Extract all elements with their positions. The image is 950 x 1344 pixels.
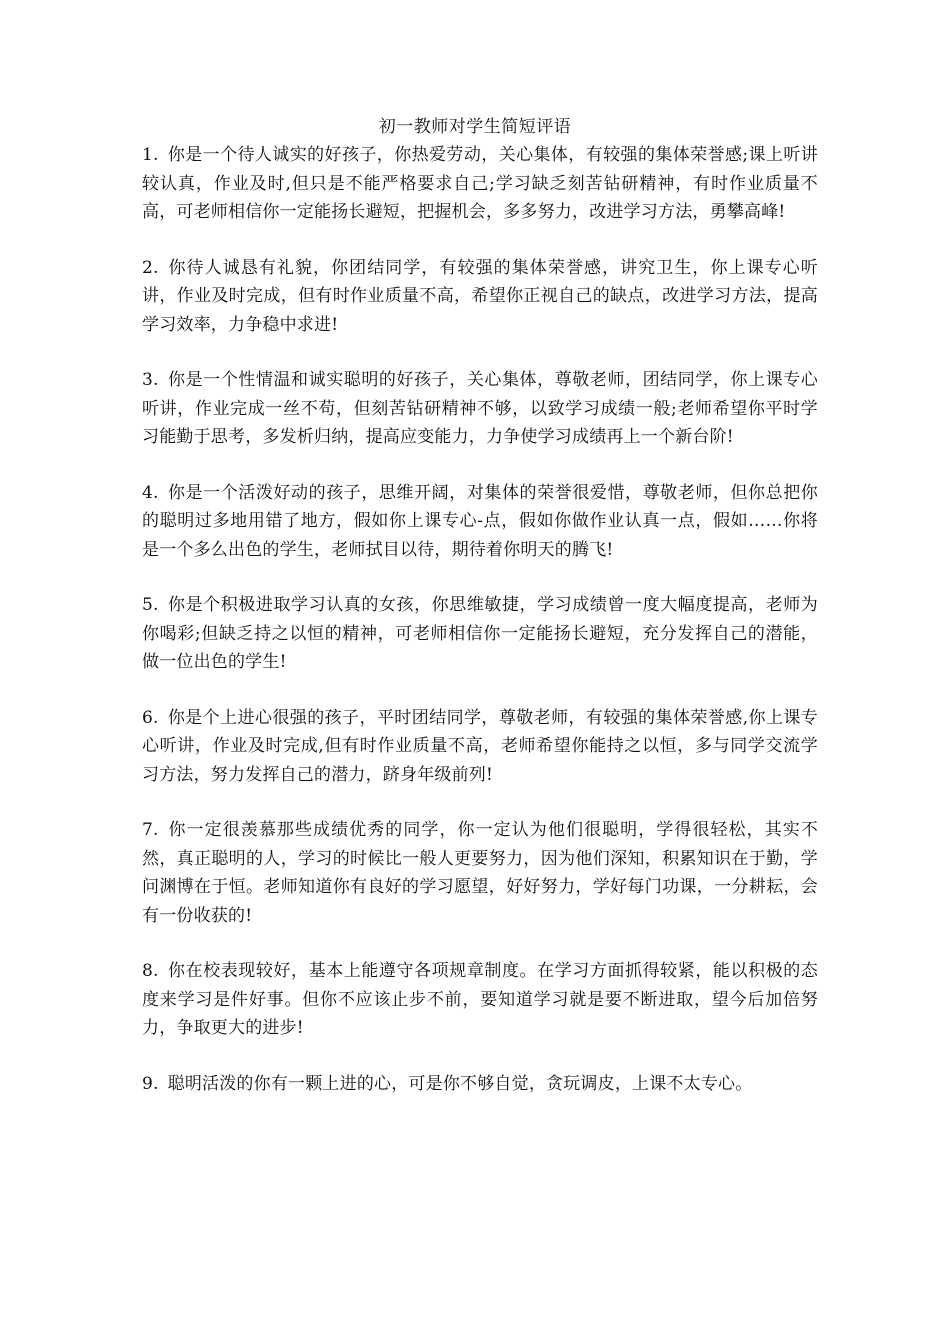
comment-number: 4. [142,482,159,503]
comment-text: 你是一个活泼好动的孩子，思维开阔，对集体的荣誉很爱惜，尊敬老师，但你总把你的聪明过多地用错了地方，假如你上课专心-点，假如你做作业认真一点，假如……你将是一个多么出色的学生，老师拭目以待，期待着你明天的腾飞! [142,482,818,560]
document-body [142,141,818,1125]
comment-text: 你是个积极进取学习认真的女孩，你思维敏捷，学习成绩曾一度大幅度提高，老师为你喝彩;但缺乏持之以恒的精神，可老师相信你一定能扬长避短，充分发挥自己的潜能，做一位出色的学生! [142,595,818,672]
comment-number: 3. [142,370,159,390]
comment-paragraph-5 [142,591,818,677]
comment-text: 聪明活泼的你有一颗上进的心，可是你不够自觉，贪玩调皮，上课不太专心。 [167,1073,753,1094]
comment-text: 你是一个待人诚实的好孩子，你热爱劳动，关心集体，有较强的集体荣誉感;课上听讲较认真，作业及时,但只是不能严格要求自己;学习缺乏刻苦钻研精神，有时作业质量不高，可老师相信你一定能扬长避短，把握机会，多多努力，改进学习方法，勇攀高峰! [142,145,818,222]
comment-number: 2. [142,257,159,278]
comment-paragraph-6 [142,704,818,790]
comment-paragraph-7 [142,816,818,930]
comment-paragraph-1 [142,141,818,227]
comment-text: 你待人诚恳有礼貌，你团结同学，有较强的集体荣誉感，讲究卫生，你上课专心听讲，作业及时完成，但有时作业质量不高，希望你正视自己的缺点，改进学习方法，提高学习效率，力争稳中求进! [142,257,818,335]
comment-text: 你在校表现较好，基本上能遵守各项规章制度。在学习方面抓得较紧，能以积极的态度来学习是件好事。但你不应该止步不前，要知道学习就是要不断进取，望今后加倍努力，争取更大的进步! [142,961,818,1038]
comment-number: 9. [142,1073,159,1094]
comment-number: 8. [142,961,159,981]
comment-paragraph-2 [142,254,818,340]
comment-number: 6. [142,707,159,728]
comment-text: 你是个上进心很强的孩子，平时团结同学，尊敬老师，有较强的集体荣誉感,你上课专心听讲，作业及时完成,但有时作业质量不高，老师希望你能持之以恒，多与同学交流学习方法，努力发挥自己的潜力，跻身年级前列! [142,707,818,785]
comment-text: 你是一个性情温和诚实聪明的好孩子，关心集体，尊敬老师，团结同学，你上课专心听讲，作业完成一丝不苟，但刻苦钻研精神不够，以致学习成绩一般;老师希望你平时学习能勤于思考，多发析归纳，提高应变能力，力争使学习成绩再上一个新台阶! [142,370,818,447]
comment-paragraph-8 [142,957,818,1043]
comment-paragraph-3 [142,366,818,452]
document-title: 初一教师对学生简短评语 [378,117,572,137]
comment-paragraph-9 [142,1070,818,1099]
comment-number: 7. [142,820,159,840]
comment-text: 你一定很羡慕那些成绩优秀的同学，你一定认为他们很聪明，学得很轻松，其实不然，真正聪明的人，学习的时候比一般人更要努力，因为他们深知，积累知识在于勤，学问渊博在于恒。老师知道你有良好的学习愿望，好好努力，学好每门功课，一分耕耘，会有一份收获的! [142,820,818,926]
comment-number: 1. [142,145,159,165]
comment-paragraph-4 [142,479,818,565]
comment-number: 5. [142,595,159,615]
